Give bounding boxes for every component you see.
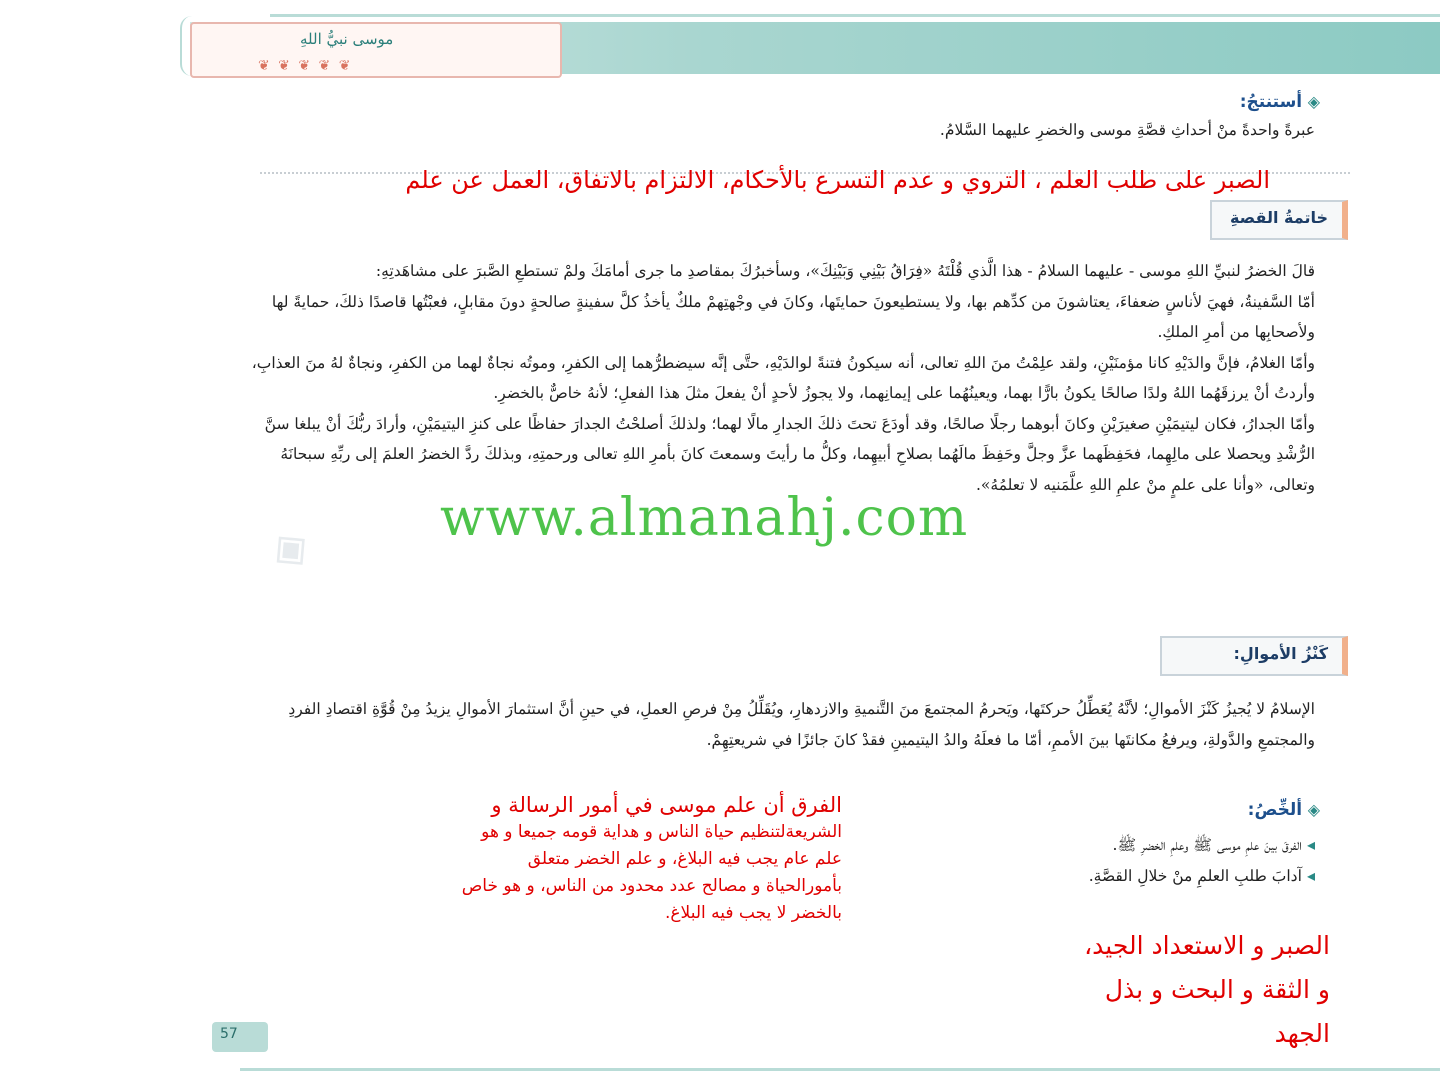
footer-line (240, 1068, 1440, 1071)
header-ornament: ❦ ❦ ❦ ❦ ❦ (258, 58, 353, 74)
answer-line: الفرق أن علم موسى في أمور الرسالة و (491, 793, 842, 817)
ending-heading: خاتمةُ القصةِ (1229, 208, 1328, 227)
site-watermark: www.almanahj.com (440, 488, 969, 548)
answer-line: بأمورالحياة و مصالح عدد محدود من الناس، و هو خاص (461, 876, 842, 896)
answer-line: علم عام يجب فيه البلاغ، و علم الخضر متعلق (527, 849, 842, 869)
answer-line: الشريعةلتنظيم حياة الناس و هداية قومه جميعا و هو (481, 822, 842, 842)
ending-paragraph: وأمّا الجدارُ، فكان ليتيمَيْنِ صغيرَيْنِ وكانَ أبوهما رجلًا صالحًا، وقد أودَعَ تحتَ ذلكَ الجدارِ مالًا لهما؛ ولذلكَ أصلحْتُ الجدارَ حفاظًا على كنزِ اليتيمَيْنِ، وأرادَ ربُّكَ أنْ يبلغا سنَّ الرُّشْدِ ويحصلا على مالِهِما، فحَفِظَهما عزَّ وجلَّ وحَفِظَ مالَهُما بصلاحِ أبيهِما، وكلُّ ما رأيتَ وسمعتَ كانَ بأمرِ اللهِ تعالى ورحمتِهِ، وبذلكَ ردَّ الخضرُ العلمَ إلى ربِّهِ سبحانَهُ وتعالى، «وأنا على علمٍ منْ علمِ اللهِ علَّمَنيه لا تعلمُهُ». (264, 414, 1315, 494)
ending-paragraph: وأمّا الغلامُ، فإنَّ والدَيْهِ كانا مؤمنَيْنِ، ولقد علِمْتُ منَ اللهِ تعالى، أنه سيكونُ فتنةً لوالدَيْهِ، حتَّى إنَّه سيضطرُّهما إلى الكفرِ، وموتُه نجاةٌ لهما من الكفرِ، ونجاةٌ لهُ منَ العذابِ، وأردتُ أنْ يرزقَهُما اللهُ ولدًا صالحًا يكونُ بارًّا بهما، ويعينُهُما على إيمانِهما، ولا يجوزُ لأحدٍ أنْ يفعلَ مثلَ هذا الفعلِ؛ لأنهُ خاصٌّ بالخضرِ. (251, 353, 1315, 402)
summary-list (835, 830, 1315, 891)
answer-line: الصبر و الاستعداد الجيد، (1084, 931, 1330, 960)
answer-line: الجهد (1274, 1019, 1330, 1048)
header-top-line (270, 14, 1440, 17)
summary-item: ◂ الفرقَ بينَ علمِ موسى ﷺ وعلمِ الخضرِ ﷺ. (1112, 835, 1315, 854)
conclude-prompt: عبرةً واحدةً منْ أحداثِ قصَّةِ موسى والخضرِ عليهما السَّلامُ. (939, 121, 1315, 139)
summary-item: ◂ آدابَ طلبِ العلمِ منْ خلالِ القصَّةِ. (1088, 865, 1315, 885)
difference-answer (222, 792, 842, 927)
conclude-heading: ◈ أستنتجُ: (1239, 92, 1320, 112)
triangle-bullet-icon: ◂ (1301, 865, 1315, 885)
manners-answer (1000, 924, 1330, 1056)
ending-paragraph: أمّا السَّفينةُ، فهيَ لأناسٍ ضعفاءَ، يعتاشونَ من كدِّهم بها، ولا يستطيعونَ حمايتَها، وكانَ في وجْهتِهمْ ملكٌ يأخذُ كلَّ سفينةٍ صالحةٍ دونَ مقابلٍ، فعبْتُها قاصدًا ذلكَ، حمايةً لها ولأصحابِها من أمرِ الملكِ. (271, 292, 1315, 341)
conclude-answer: الصبر على طلب العلم ، التروي و عدم التسرع بالأحكام، الالتزام بالاتفاق، العمل عن علم (405, 166, 1270, 194)
ending-heading-box (1210, 200, 1348, 240)
summary-heading: ◈ ألخِّصُ: (1247, 800, 1320, 820)
answer-line: بالخضر لا يجب فيه البلاغ. (665, 903, 842, 923)
page-title: موسى نبيُّ اللهِ (300, 30, 394, 48)
page-number: 57 (220, 1026, 238, 1042)
background-emblem: ◈ (256, 514, 321, 582)
answer-line: و الثقة و البحث و بذل (1104, 975, 1330, 1004)
treasure-heading-box (1160, 636, 1348, 676)
diamond-bullet-icon: ◈ (1302, 92, 1320, 111)
treasure-heading: كَنْزُ الأموالِ: (1233, 644, 1328, 663)
ending-body (245, 256, 1315, 500)
triangle-bullet-icon: ◂ (1301, 835, 1315, 854)
diamond-bullet-icon: ◈ (1302, 800, 1320, 819)
treasure-paragraph: الإسلامُ لا يُجيزُ كَنْزَ الأموالِ؛ لأنَّهُ يُعَطِّلُ حركتَها، ويَحرمُ المجتمعَ منَ التَّنميةِ والازدهارِ، ويُقَلِّلُ مِنْ فرصِ العملِ، في حينِ أنَّ استثمارَ الأموالِ يزيدُ مِنْ قُوَّةِ اقتصادِ الفردِ والمجتمعِ والدَّولةِ، ويرفعُ مكانتَها بينَ الأممِ، أمّا ما فعلَهُ والدُ اليتيمينِ فقدْ كانَ جائزًا في شريعتِهِمْ. (288, 700, 1315, 749)
ending-paragraph: قالَ الخضرُ لنبيِّ اللهِ موسى - عليهما السلامُ - هذا الَّذي قُلْتَهُ «فِرَاقُ بَيْنِي وَبَيْنِكَ»، وسأخبرُكَ بمقاصدِ ما جرى أمامَكَ ولمْ تستطعِ الصَّبرَ على مشاهَدتِهِ: (375, 262, 1315, 280)
